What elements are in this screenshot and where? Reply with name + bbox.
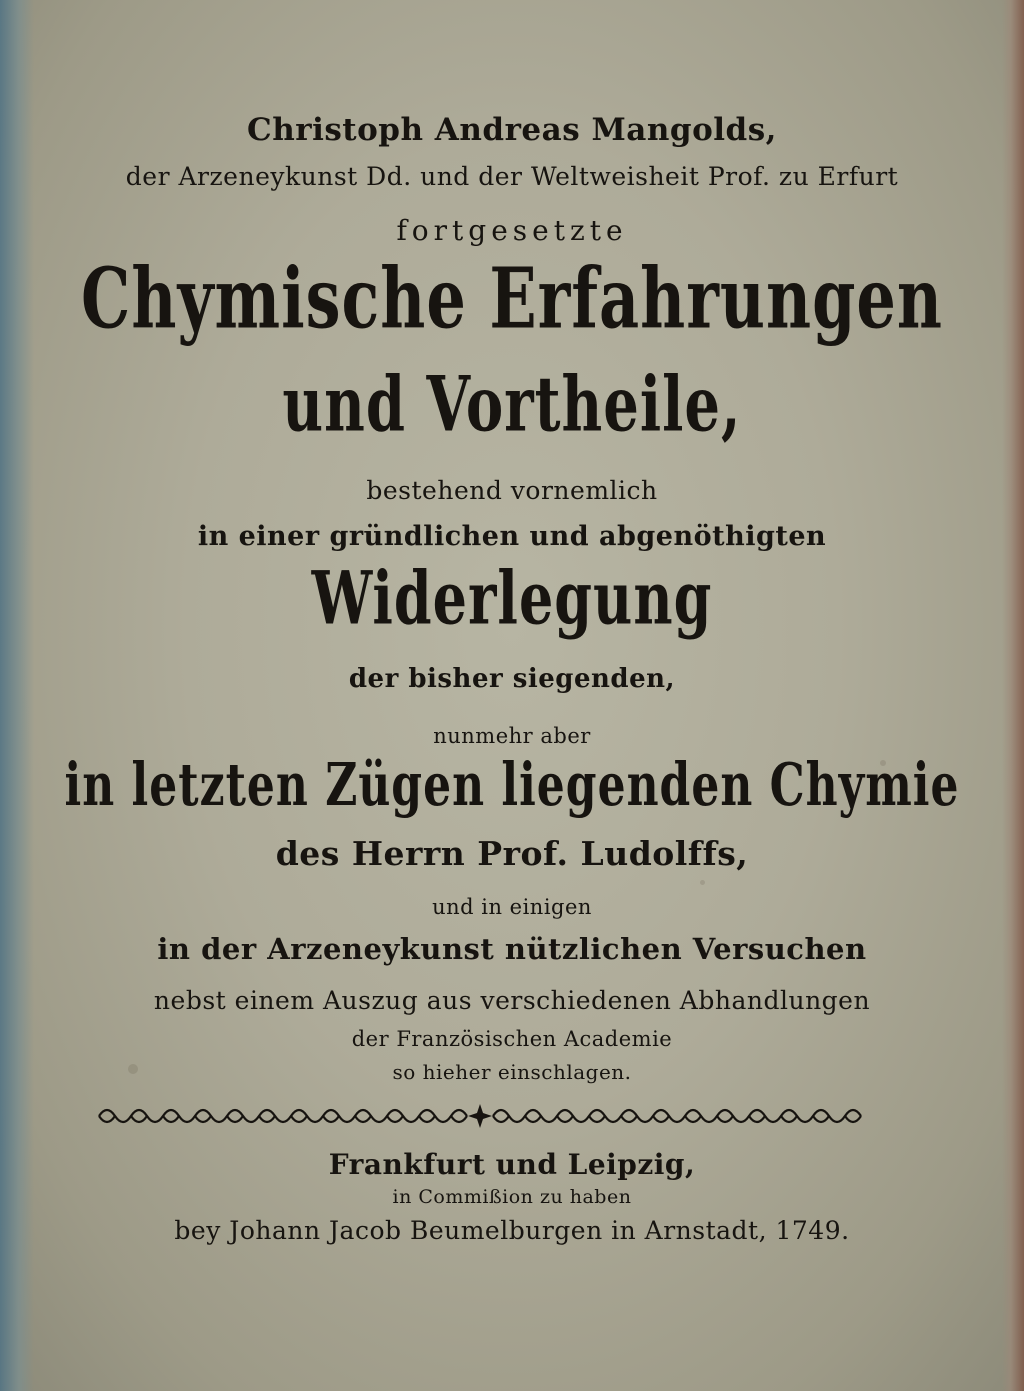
experiments-line: in der Arzeneykunst nützlichen Versuchen bbox=[157, 932, 867, 966]
main-title-line-1: Chymische Erfahrungen bbox=[81, 249, 943, 348]
excerpt-line: nebst einem Auszug aus verschiedenen Abhandlungen bbox=[153, 986, 871, 1015]
page-edge-right bbox=[1002, 0, 1024, 1391]
subtitle-consisting: bestehend vornemlich bbox=[366, 476, 658, 505]
and-some-line: und in einigen bbox=[432, 895, 592, 919]
commission-line: in Commißion zu haben bbox=[392, 1186, 632, 1208]
subtitle-hitherto: der bisher siegenden, bbox=[348, 664, 676, 694]
of-prof-line: des Herrn Prof. Ludolffs, bbox=[275, 834, 749, 873]
ornamental-rule bbox=[95, 1102, 865, 1130]
refutation-title: Widerlegung bbox=[311, 554, 713, 642]
last-throes-line: in letzten Zügen liegenden Chymie bbox=[64, 751, 960, 820]
relevant-line: so hieher einschlagen. bbox=[392, 1060, 632, 1084]
page-edge-left bbox=[0, 0, 34, 1391]
main-title-line-2: und Vortheile, bbox=[282, 360, 742, 450]
publisher-line: bey Johann Jacob Beumelburgen in Arnstadt, 1749. bbox=[174, 1216, 850, 1245]
academy-line: der Französischen Academie bbox=[351, 1027, 673, 1051]
place-line: Frankfurt und Leipzig, bbox=[328, 1148, 696, 1181]
subtitle-but-now: nunmehr aber bbox=[433, 724, 591, 748]
continued-label: fortgesetzte bbox=[396, 214, 628, 247]
author-titles: der Arzeneykunst Dd. und der Weltweisheit Prof. zu Erfurt bbox=[125, 162, 899, 191]
paper-stain bbox=[700, 880, 705, 885]
subtitle-thorough: in einer gründlichen und abgenöthigten bbox=[197, 521, 827, 552]
author-line: Christoph Andreas Mangolds, bbox=[247, 112, 777, 148]
